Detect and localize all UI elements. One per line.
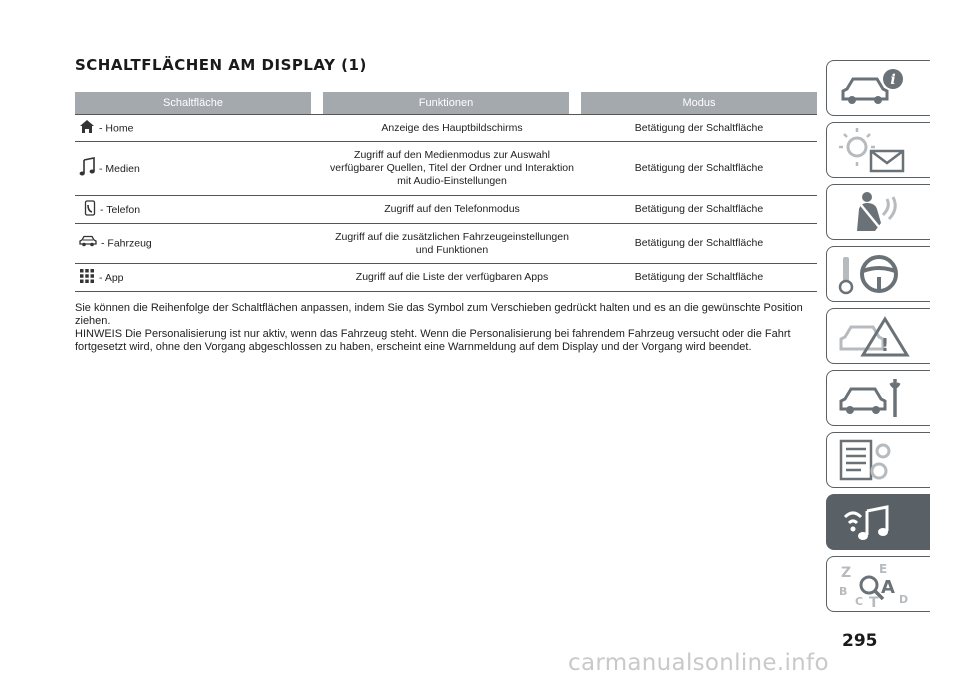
button-label: - App [99,271,124,284]
buttons-table [75,92,817,292]
cell-button [75,196,323,224]
svg-text:i: i [890,72,896,88]
index-letter-d: D [899,593,909,606]
table-row [75,196,817,224]
tab-multimedia[interactable] [826,494,930,550]
cell-mode: Betätigung der Schaltfläche [581,114,817,142]
index-letter-z: Z [841,565,852,581]
warning-light-message-icon [835,127,915,173]
cell-button [75,114,323,142]
tab-maintenance[interactable] [826,370,930,426]
index-letter-b: B [839,585,848,598]
svg-text:!: ! [880,335,890,356]
table-header-row [75,92,817,114]
tab-technical-data[interactable] [826,432,930,488]
cell-function: Zugriff auf den Telefonmodus [323,196,581,224]
table-row [75,142,817,196]
key-steering-wheel-icon [835,251,915,297]
alphabetical-index-icon [835,561,915,607]
cell-function: Zugriff auf die zusätzlichen Fahrzeugeinstellungen und Funktionen [323,224,581,264]
cell-function: Anzeige des Hauptbildschirms [323,114,581,142]
car-icon [79,235,97,252]
multimedia-icon [835,499,915,545]
button-label: - Medien [99,162,140,175]
cell-function: Zugriff auf die Liste der verfügbaren Apps [323,264,581,292]
app-grid-icon [79,268,95,288]
breakdown-warning-icon [835,313,915,359]
page-number: 295 [842,631,878,651]
tab-safety[interactable] [826,184,930,240]
cell-button [75,224,323,264]
watermark: carmanualsonline.info [568,650,829,676]
index-letter-c: C [855,595,864,607]
cell-mode: Betätigung der Schaltfläche [581,264,817,292]
cell-function: Zugriff auf den Medienmodus zur Auswahl verfügbarer Quellen, Titel der Ordner und Interaktion mit Audio-Einstellungen [323,142,581,196]
tab-warning-lights[interactable] [826,122,930,178]
body-text [75,302,820,354]
car-info-icon [835,65,915,111]
index-letter-a: A [881,577,895,598]
header-mode: Modus [581,92,817,114]
button-label: - Home [99,121,134,134]
cell-mode: Betätigung der Schaltfläche [581,224,817,264]
header-button: Schaltfläche [75,92,323,114]
tab-emergency[interactable] [826,308,930,364]
cell-button [75,264,323,292]
index-letter-e: E [879,562,888,576]
table-row [75,114,817,142]
car-maintenance-icon [835,375,915,421]
cell-button [75,142,323,196]
index-letter-t: T [869,595,879,607]
cell-mode: Betätigung der Schaltfläche [581,196,817,224]
technical-data-icon [835,437,915,483]
button-label: - Fahrzeug [101,237,152,250]
page-title: SCHALTFLÄCHEN AM DISPLAY (1) [75,56,367,74]
home-icon [79,119,95,138]
tab-index[interactable] [826,556,930,612]
paragraph-note: HINWEIS Die Personalisierung ist nur aktiv, wenn das Fahrzeug steht. Wenn die Personalisierung bei fahrendem Fahrzeug versucht oder die Fahrt fortgesetzt wird, ohne den Vorgang abgeschlossen zu haben, erscheint eine Warnmeldung auf dem Display und der Vorgang wird beendet. [75,328,791,353]
table-row [75,224,817,264]
table-row [75,264,817,292]
header-function: Funktionen [323,92,581,114]
tab-car-info[interactable] [826,60,930,116]
button-label: - Telefon [100,203,141,216]
music-note-icon [79,157,95,181]
seatbelt-airbag-icon [835,189,915,235]
paragraph-customize: Sie können die Reihenfolge der Schaltflächen anpassen, indem Sie das Symbol zum Verschieben gedrückt halten und es an die gewünschte Position ziehen. [75,302,803,327]
phone-icon [84,200,96,220]
cell-mode: Betätigung der Schaltfläche [581,142,817,196]
tab-starting-driving[interactable] [826,246,930,302]
